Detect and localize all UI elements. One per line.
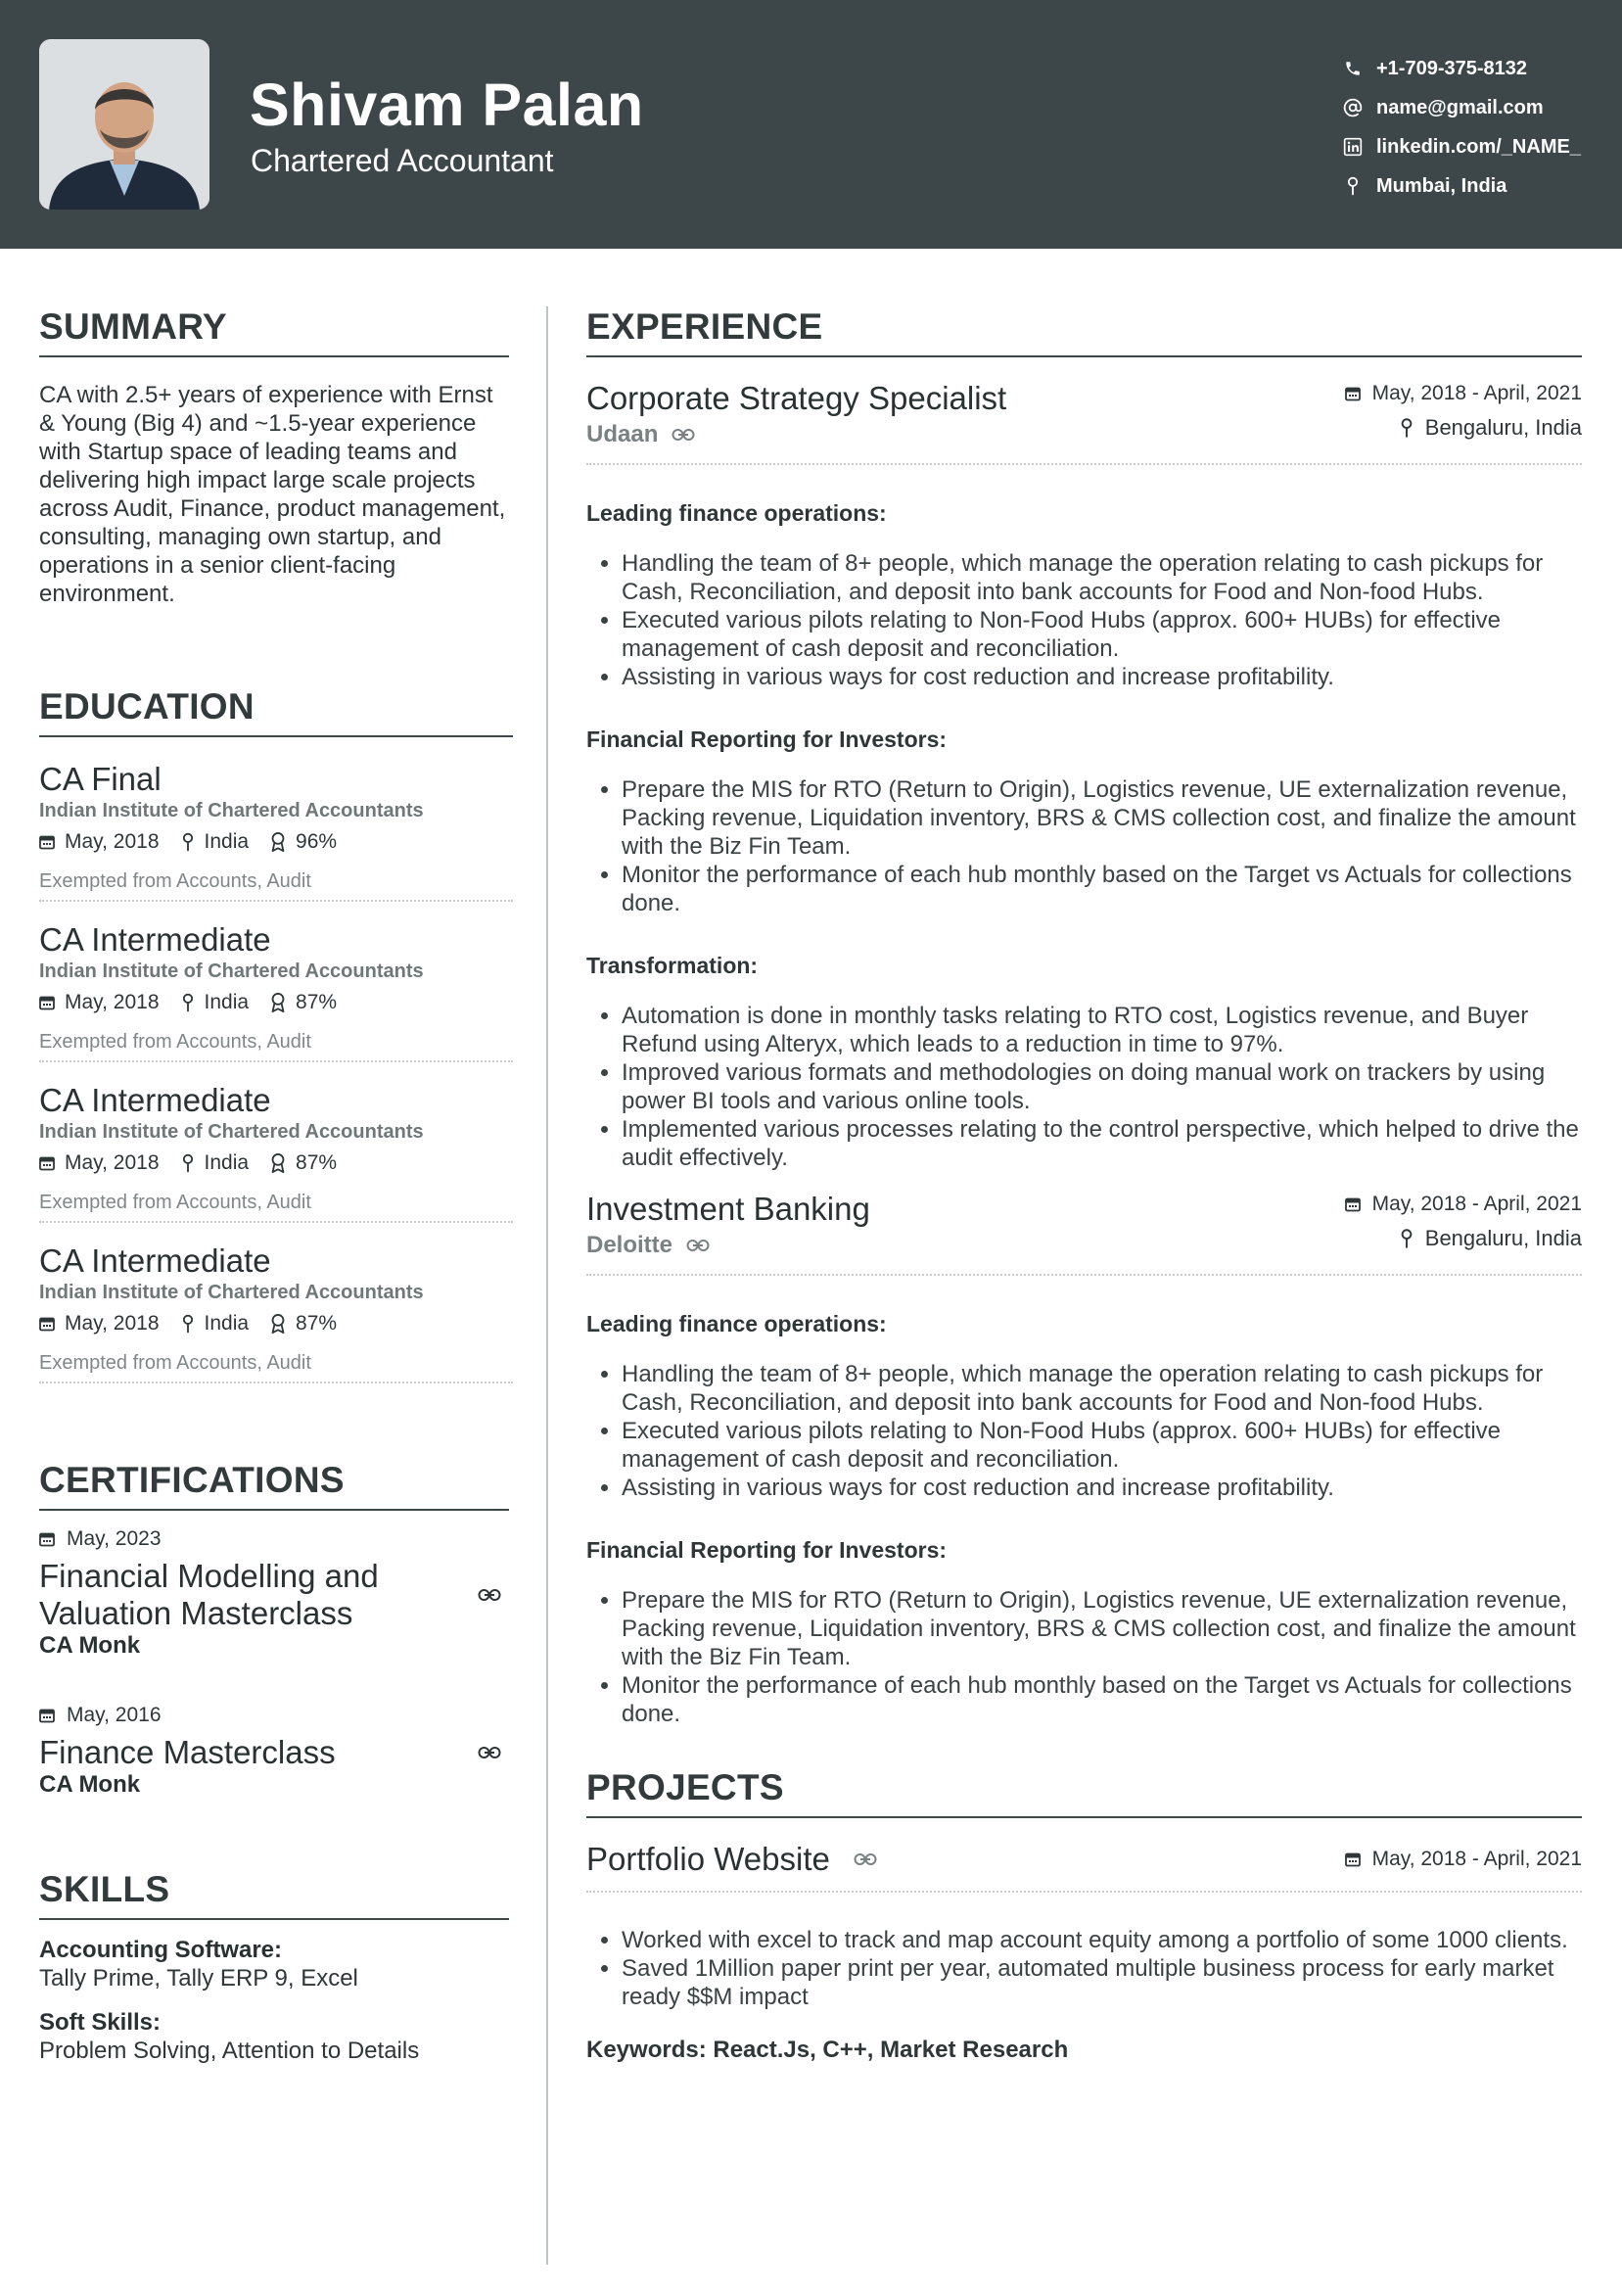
- linkedin-icon: [1343, 137, 1363, 157]
- skill-value: Tally Prime, Tally ERP 9, Excel: [39, 1965, 358, 1991]
- education-note: Exempted from Accounts, Audit: [39, 1192, 311, 1213]
- calendar-icon: [39, 1708, 55, 1723]
- job-title: Investment Banking: [586, 1191, 870, 1227]
- education-note: Exempted from Accounts, Audit: [39, 870, 311, 892]
- job-bullets: [586, 1586, 1582, 1728]
- calendar-icon: [39, 1531, 55, 1547]
- location-pin-icon: [181, 832, 195, 852]
- skill-label: Soft Skills:: [39, 2009, 162, 2036]
- job-bullets: [586, 775, 1582, 917]
- certifications-section: [39, 1460, 509, 1799]
- project-item: [586, 1840, 1582, 2064]
- skills-heading: SKILLS: [39, 1869, 509, 1920]
- education-date: May, 2018: [65, 1151, 160, 1174]
- experience-section: [586, 306, 1582, 1728]
- job-bullets: [586, 1002, 1582, 1172]
- education-date: May, 2018: [65, 1312, 160, 1335]
- certifications-heading: CERTIFICATIONS: [39, 1460, 509, 1511]
- job-date: May, 2018 - April, 2021: [1371, 382, 1582, 404]
- job-company: Deloitte: [586, 1232, 673, 1258]
- right-column: [586, 306, 1582, 2064]
- project-bullet: • Worked with excel to track and map account equity among a portfolio of some 1000 clients.: [622, 1926, 1582, 1954]
- education-date: May, 2018: [65, 830, 160, 853]
- education-degree: CA Final: [39, 761, 162, 797]
- link-icon[interactable]: [672, 428, 695, 442]
- contact-email[interactable]: [1343, 88, 1581, 127]
- summary-text: CA with 2.5+ years of experience with Ernst & Young (Big 4) and ~1.5-year experience with Startup space of leading teams and delivering high impact large scale projects across Audit, Finance, product management, consulting, managing own startup, and operations in a senior client-facing environment.: [39, 382, 506, 607]
- candidate-name: Shivam Palan: [250, 71, 644, 138]
- certification-item: [39, 1526, 509, 1660]
- link-icon[interactable]: [686, 1239, 710, 1252]
- at-icon: [1343, 98, 1363, 117]
- job-date: May, 2018 - April, 2021: [1371, 1193, 1582, 1215]
- education-section: [39, 686, 509, 1383]
- job-subheading: Leading finance operations:: [586, 500, 887, 526]
- education-item: [39, 921, 513, 1062]
- candidate-role: Chartered Accountant: [251, 143, 554, 178]
- project-date: May, 2018 - April, 2021: [1371, 1848, 1582, 1870]
- location-pin-icon: [1400, 1228, 1413, 1249]
- education-item: [39, 1242, 513, 1383]
- job-bullet: • Assisting in various ways for cost reduction and increase profitability.: [622, 1474, 1582, 1502]
- award-icon: [270, 1314, 286, 1334]
- job-bullet: • Automation is done in monthly tasks relating to RTO cost, Logistics revenue, and Buyer Refund using Alteryx, which leads to a reduction in time to 97%.: [622, 1002, 1582, 1058]
- link-icon[interactable]: [478, 1588, 501, 1602]
- project-bullet: • Saved 1Million paper print per year, automated multiple business process for early market ready $$M impact: [622, 1954, 1582, 2011]
- education-note: Exempted from Accounts, Audit: [39, 1031, 311, 1053]
- education-school: Indian Institute of Chartered Accountants: [39, 1282, 424, 1303]
- education-location: India: [204, 1312, 250, 1335]
- education-item: [39, 1082, 513, 1223]
- education-score: 87%: [296, 991, 338, 1013]
- education-school: Indian Institute of Chartered Accountants: [39, 961, 424, 982]
- job-item: [586, 1190, 1582, 1728]
- award-icon: [270, 832, 286, 852]
- education-meta: [39, 829, 513, 855]
- education-heading: EDUCATION: [39, 686, 513, 737]
- job-company-row: [586, 418, 1006, 451]
- person-avatar-icon: [39, 39, 209, 210]
- contact-linkedin[interactable]: [1343, 127, 1581, 166]
- job-bullet: • Implemented various processes relating to the control perspective, which helped to drive the audit effectively.: [622, 1115, 1582, 1172]
- job-bullet: • Improved various formats and methodologies on doing manual work on trackers by using power BI tools and various online tools.: [622, 1058, 1582, 1115]
- location-pin-icon: [181, 1314, 195, 1334]
- skill-label: Accounting Software:: [39, 1937, 283, 1963]
- contact-phone[interactable]: [1343, 49, 1581, 88]
- job-subheading: Leading finance operations:: [586, 1311, 887, 1336]
- certification-date-row: [39, 1526, 509, 1552]
- certification-date: May, 2023: [67, 1527, 162, 1550]
- contact-location: [1343, 166, 1581, 206]
- project-keywords: Keywords: React.Js, C++, Market Research: [586, 2037, 1069, 2063]
- resume-header: [0, 0, 1622, 249]
- job-bullet: • Executed various pilots relating to Non-Food Hubs (approx. 600+ HUBs) for effective management of cash deposit and reconciliation.: [622, 1417, 1582, 1474]
- job-bullet: • Handling the team of 8+ people, which manage the operation relating to cash pickups for Cash, Reconciliation, and deposit into bank accounts for Food and Non-food Hubs.: [622, 549, 1582, 606]
- job-bullets: [586, 549, 1582, 691]
- award-icon: [270, 1153, 286, 1173]
- job-date-row: [1345, 1190, 1582, 1219]
- profile-photo: [39, 39, 209, 210]
- education-degree: CA Intermediate: [39, 1082, 271, 1118]
- education-meta: [39, 1311, 513, 1336]
- job-bullet: • Executed various pilots relating to Non-Food Hubs (approx. 600+ HUBs) for effective management of cash deposit and reconciliation.: [622, 606, 1582, 663]
- contact-phone-text: +1-709-375-8132: [1376, 57, 1528, 79]
- certification-item: [39, 1703, 509, 1799]
- certification-date: May, 2016: [67, 1704, 162, 1726]
- projects-heading: PROJECTS: [586, 1767, 1582, 1818]
- job-location: Bengaluru, India: [1424, 1226, 1582, 1250]
- phone-icon: [1343, 59, 1363, 78]
- calendar-icon: [39, 1316, 55, 1332]
- education-school: Indian Institute of Chartered Accountants: [39, 800, 424, 821]
- education-score: 96%: [296, 830, 338, 853]
- education-meta: [39, 990, 513, 1015]
- calendar-icon: [39, 1155, 55, 1171]
- job-subheading: Financial Reporting for Investors:: [586, 726, 948, 752]
- certification-issuer: CA Monk: [39, 1771, 141, 1798]
- education-date: May, 2018: [65, 991, 160, 1013]
- calendar-icon: [39, 995, 55, 1010]
- education-location: India: [204, 1151, 250, 1174]
- job-location: Bengaluru, India: [1424, 415, 1582, 440]
- certification-issuer: CA Monk: [39, 1632, 141, 1659]
- job-company-row: [586, 1229, 870, 1262]
- certification-date-row: [39, 1703, 509, 1728]
- education-degree: CA Intermediate: [39, 1242, 271, 1279]
- calendar-icon: [39, 834, 55, 850]
- calendar-icon: [1345, 386, 1361, 401]
- skills-section: [39, 1869, 509, 2065]
- education-score: 87%: [296, 1312, 338, 1335]
- contact-email-text: name@gmail.com: [1376, 96, 1544, 118]
- column-divider: [546, 306, 548, 2265]
- project-title: Portfolio Website: [586, 1841, 830, 1877]
- education-school: Indian Institute of Chartered Accountants: [39, 1121, 424, 1143]
- contact-linkedin-text: linkedin.com/_NAME_: [1376, 135, 1581, 158]
- contact-list: [1343, 49, 1581, 206]
- job-bullet: • Assisting in various ways for cost reduction and increase profitability.: [622, 663, 1582, 691]
- job-bullet: • Handling the team of 8+ people, which manage the operation relating to cash pickups for Cash, Reconciliation, and deposit into bank accounts for Food and Non-food Hubs.: [622, 1360, 1582, 1417]
- calendar-icon: [1345, 1196, 1361, 1212]
- job-location-row: [1345, 1219, 1582, 1258]
- link-icon[interactable]: [854, 1852, 877, 1866]
- education-location: India: [204, 991, 250, 1013]
- left-column: [39, 306, 509, 2065]
- summary-heading: SUMMARY: [39, 306, 509, 357]
- job-bullet: • Prepare the MIS for RTO (Return to Origin), Logistics revenue, UE externalization revenue, Packing revenue, Liquidation inventory, BRS & CMS collection cost, and finalize the amount with the Biz Fin Team.: [622, 775, 1582, 861]
- job-bullet: • Monitor the performance of each hub monthly based on the Target vs Actuals for collections done.: [622, 861, 1582, 917]
- education-degree: CA Intermediate: [39, 921, 271, 958]
- job-subheading: Transformation:: [586, 953, 759, 978]
- projects-section: [586, 1767, 1582, 2064]
- job-separator: [586, 1274, 1582, 1276]
- location-pin-icon: [181, 993, 195, 1012]
- skill-value: Problem Solving, Attention to Details: [39, 2038, 420, 2064]
- education-meta: [39, 1150, 513, 1176]
- education-note: Exempted from Accounts, Audit: [39, 1352, 311, 1374]
- education-item: [39, 761, 513, 902]
- location-pin-icon: [1400, 417, 1413, 439]
- job-bullet: • Prepare the MIS for RTO (Return to Origin), Logistics revenue, UE externalization revenue, Packing revenue, Liquidation inventory, BRS & CMS collection cost, and finalize the amount with the Biz Fin Team.: [622, 1586, 1582, 1671]
- experience-heading: EXPERIENCE: [586, 306, 1582, 357]
- education-score: 87%: [296, 1151, 338, 1174]
- job-item: [586, 379, 1582, 1172]
- job-company: Udaan: [586, 421, 659, 447]
- job-bullets: [586, 1360, 1582, 1502]
- job-separator: [586, 463, 1582, 465]
- summary-section: [39, 306, 509, 608]
- calendar-icon: [1345, 1851, 1361, 1867]
- location-pin-icon: [1343, 176, 1363, 196]
- job-location-row: [1345, 408, 1582, 447]
- skill-group: [39, 2008, 509, 2065]
- project-separator: [586, 1891, 1582, 1893]
- award-icon: [270, 993, 286, 1012]
- contact-location-text: Mumbai, India: [1376, 174, 1507, 197]
- certification-name: Financial Modelling and Valuation Masterclass: [39, 1558, 379, 1631]
- skill-group: [39, 1936, 509, 1992]
- location-pin-icon: [181, 1153, 195, 1173]
- job-subheading: Financial Reporting for Investors:: [586, 1537, 948, 1563]
- project-bullets: [586, 1926, 1582, 2011]
- certification-name: Finance Masterclass: [39, 1734, 336, 1770]
- job-date-row: [1345, 379, 1582, 408]
- job-title: Corporate Strategy Specialist: [586, 380, 1007, 416]
- project-date-row: [1345, 1845, 1582, 1874]
- education-location: India: [204, 830, 250, 853]
- link-icon[interactable]: [478, 1746, 501, 1759]
- job-bullet: • Monitor the performance of each hub monthly based on the Target vs Actuals for collections done.: [622, 1671, 1582, 1728]
